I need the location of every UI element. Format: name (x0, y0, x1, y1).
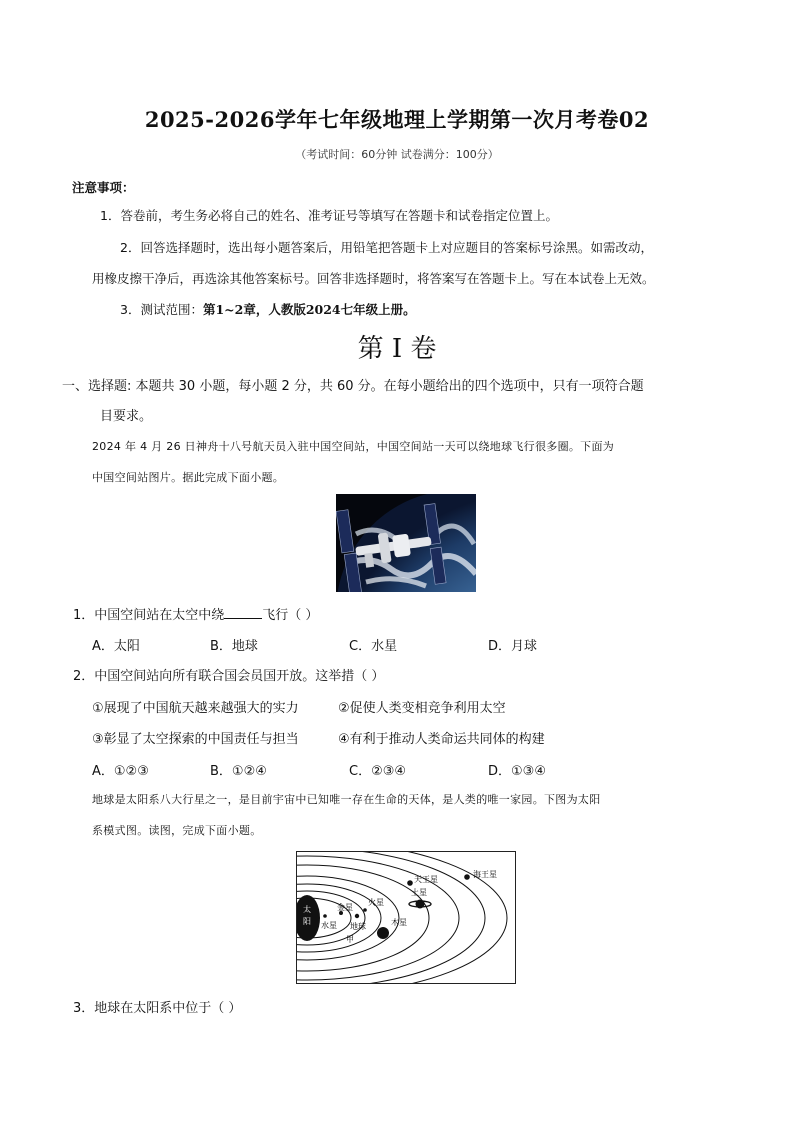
uranus-icon (407, 880, 413, 886)
marker-label: 甲 (346, 935, 354, 944)
question-1-stem: 1．中国空间站在太空中绕 (73, 608, 225, 623)
sun-label-1: 太 (303, 905, 311, 914)
earth-label: 地球 (350, 922, 366, 931)
notice-item-2-continued: 用橡皮擦干净后，再选涂其他答案标号。回答非选择题时，将答案写在答题卡上。写在本试卷上无效。 (92, 271, 655, 286)
question-2: 2．中国空间站向所有联合国会员国开放。这举措（ ） (73, 669, 385, 684)
mars-icon (363, 908, 367, 912)
q2-option-c: C．②③④ (349, 764, 407, 779)
volume-title: 第 I 卷 (357, 334, 437, 364)
q2-item-3: ③彰显了太空探索的中国责任与担当 (92, 732, 299, 747)
space-station-photo (336, 494, 476, 592)
sun-label-2: 阳 (303, 917, 311, 926)
passage-intro-1-continued: 中国空间站图片。据此完成下面小题。 (92, 471, 285, 484)
q2-item-4: ④有利于推动人类命运共同体的构建 (338, 732, 545, 747)
question-1-stem-end: 飞行（ ） (262, 608, 319, 623)
q2-option-d: D．①③④ (488, 764, 546, 779)
section-instruction: 一、选择题: 本题共 30 小题，每小题 2 分，共 60 分。在每小题给出的四个选项中，只有一项符合题 (62, 379, 644, 394)
mercury-label: 水星 (321, 921, 337, 930)
q1-option-a: A．太阳 (92, 639, 140, 654)
uranus-label: 天王星 (414, 875, 438, 884)
q1-option-b: B．地球 (210, 639, 258, 654)
venus-label: 金星 (337, 903, 353, 912)
earth-icon (355, 914, 359, 918)
passage-intro-1: 2024 年 4 月 26 日神舟十八号航天员入驻中国空间站，中国空间站一天可以绕地球飞行很多圈。下面为 (92, 440, 615, 453)
q2-option-b: B．①②④ (210, 764, 267, 779)
answer-blank (224, 606, 262, 619)
saturn-label: 土星 (411, 888, 427, 897)
notice-item-1: 1．答卷前，考生务必将自己的姓名、准考证号等填写在答题卡和试卷指定位置上。 (100, 208, 558, 223)
notice-heading: 注意事项： (72, 180, 135, 195)
mercury-icon (323, 914, 327, 918)
passage-intro-2-continued: 系模式图。读图，完成下面小题。 (92, 824, 262, 837)
q1-option-c: C．水星 (349, 639, 398, 654)
question-1 (73, 604, 318, 623)
solar-system-svg (297, 852, 515, 983)
q2-option-a: A．①②③ (92, 764, 149, 779)
neptune-icon (464, 874, 470, 880)
solar-system-diagram (296, 851, 516, 984)
neptune-label: 海王星 (473, 870, 497, 879)
passage-intro-2: 地球是太阳系八大行星之一，是目前宇宙中已知唯一存在生命的天体，是人类的唯一家园。下图为太阳 (92, 793, 601, 806)
section-instruction-continued: 目要求。 (100, 409, 153, 424)
q2-item-1: ①展现了中国航天越来越强大的实力 (92, 701, 299, 716)
jupiter-icon (377, 927, 389, 939)
question-3: 3．地球在太阳系中位于（ ） (73, 1001, 242, 1016)
q1-option-d: D．月球 (488, 639, 538, 654)
scope-prefix: 3．测试范围： (120, 302, 203, 317)
space-station-image (336, 494, 476, 592)
mars-label: 火星 (368, 898, 384, 907)
exam-title: 2025-2026学年七年级地理上学期第一次月考卷02 (144, 107, 650, 132)
notice-item-2: 2．回答选择题时，选出每小题答案后，用铅笔把答题卡上对应题目的答案标号涂黑。如需改动， (120, 240, 653, 255)
scope-bold: 第1~2章，人教版2024七年级上册。 (202, 302, 416, 317)
exam-subtitle: （考试时间：60分钟 试卷满分：100分） (295, 148, 499, 161)
q2-item-2: ②促使人类变相竞争利用太空 (338, 701, 506, 716)
jupiter-label: 木星 (391, 918, 407, 927)
notice-item-3 (120, 302, 416, 318)
